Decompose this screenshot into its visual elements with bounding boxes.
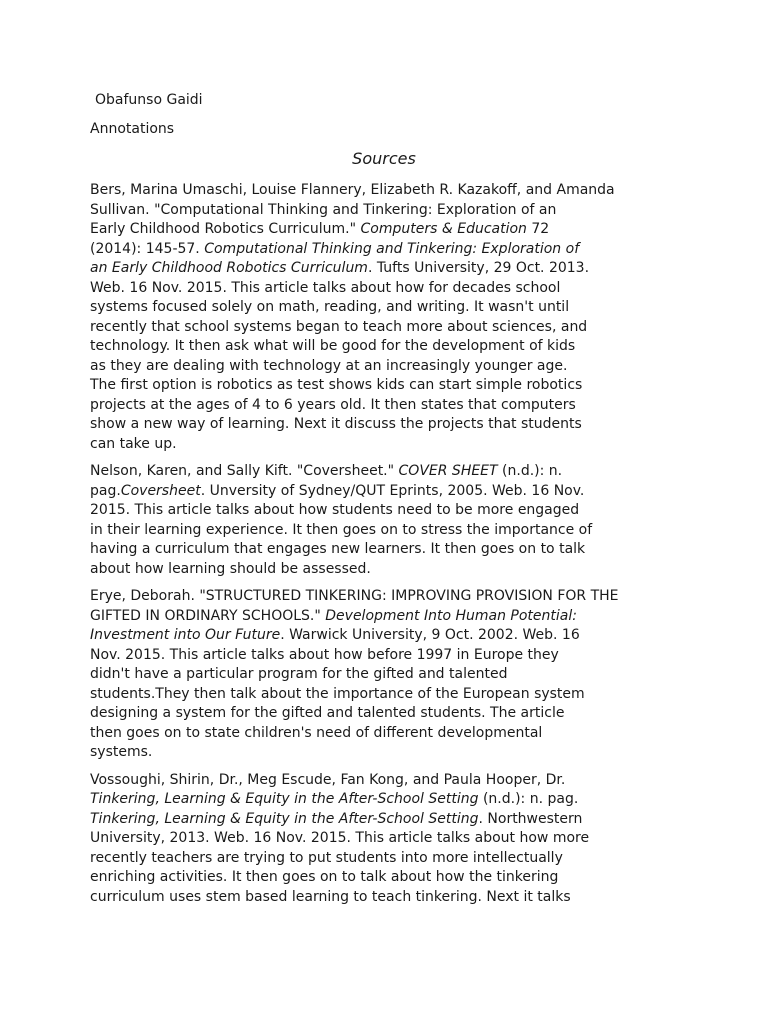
citation-text: recently that school systems began to teach more about sciences, and bbox=[90, 318, 588, 335]
citation-line bbox=[90, 415, 686, 435]
citation-title-text: Investment into Our Future bbox=[90, 627, 281, 643]
citation-line bbox=[90, 685, 686, 705]
citation-text: curriculum uses stem based learning to teach tinkering. Next it talks bbox=[90, 888, 571, 905]
citation-line bbox=[90, 810, 686, 830]
citation-text: Nelson, Karen, and Sally Kift. "Coversheet." bbox=[90, 463, 399, 479]
citation-text: designing a system for the gifted and talented students. The article bbox=[90, 705, 565, 721]
citation-title-text: Computers & Education bbox=[360, 221, 527, 237]
citation-line bbox=[90, 743, 686, 763]
citation-text: having a curriculum that engages new learners. It then goes on to talk bbox=[90, 541, 586, 557]
citation-title-text: Development Into Human Potential: bbox=[325, 607, 577, 624]
citation-title-text: Tinkering, Learning & Equity in the After-School Setting bbox=[90, 810, 479, 827]
citation-text: projects at the ages of 4 to 6 years old. It then states that computers bbox=[90, 396, 576, 413]
citation-line bbox=[90, 560, 686, 580]
citation-line bbox=[90, 181, 686, 201]
citation-line bbox=[90, 298, 686, 318]
citation-text: Bers, Marina Umaschi, Louise Flannery, Elizabeth R. Kazakoff, and Amanda bbox=[90, 182, 615, 198]
citation-text: as they are dealing with technology at an increasingly younger age. bbox=[90, 357, 568, 374]
citation-line bbox=[90, 790, 686, 810]
citation-text: show a new way of learning. Next it discuss the projects that students bbox=[90, 416, 582, 432]
citation-text: pag. bbox=[90, 482, 121, 499]
citation-text: 2015. This article talks about how students need to be more engaged bbox=[90, 502, 580, 518]
citation-line bbox=[90, 849, 686, 869]
citation-text: then goes on to state children's need of different developmental bbox=[90, 724, 543, 741]
citation-text: Early Childhood Robotics Curriculum." bbox=[90, 221, 361, 237]
citation-line bbox=[90, 435, 686, 455]
citation-text: Nov. 2015. This article talks about how before 1997 in Europe they bbox=[90, 646, 559, 663]
citation-title-text: Computational Thinking and Tinkering: Exploration of bbox=[204, 240, 580, 257]
citation-line bbox=[90, 704, 686, 724]
citation-text: . Unversity of Sydney/QUT Eprints, 2005. Web. 16 Nov. bbox=[200, 482, 585, 499]
citation-line bbox=[90, 240, 686, 260]
citation-text: The first option is robotics as test shows kids can start simple robotics bbox=[90, 377, 583, 393]
citation-entry bbox=[90, 181, 686, 454]
citation-text: . Northwestern bbox=[478, 810, 583, 827]
citation-line bbox=[90, 337, 686, 357]
citation-line bbox=[90, 521, 686, 541]
citation-entry bbox=[90, 587, 686, 763]
citation-text: GIFTED IN ORDINARY SCHOOLS." bbox=[90, 607, 326, 624]
citation-title-text: Tinkering, Learning & Equity in the After-School Setting bbox=[90, 791, 479, 807]
citation-line bbox=[90, 626, 686, 646]
sources-heading: Sources bbox=[352, 149, 416, 168]
citation-line bbox=[90, 501, 686, 521]
citation-title-text: COVER SHEET bbox=[398, 463, 498, 479]
citation-text: Erye, Deborah. "STRUCTURED TINKERING: IMPROVING PROVISION FOR THE bbox=[90, 588, 619, 604]
citation-text: Web. 16 Nov. 2015. This article talks about how for decades school bbox=[90, 279, 561, 296]
citation-list bbox=[90, 181, 686, 915]
citation-line bbox=[90, 220, 686, 240]
citation-line bbox=[90, 396, 686, 416]
citation-text: can take up. bbox=[90, 435, 177, 452]
citation-line bbox=[90, 462, 686, 482]
citation-text: about how learning should be assessed. bbox=[90, 560, 371, 577]
citation-line bbox=[90, 829, 686, 849]
citation-text: University, 2013. Web. 16 Nov. 2015. This article talks about how more bbox=[90, 830, 590, 846]
citation-line bbox=[90, 607, 686, 627]
citation-text: 72 bbox=[526, 221, 550, 237]
citation-text: systems. bbox=[90, 744, 153, 760]
citation-line bbox=[90, 724, 686, 744]
citation-text: didn't have a particular program for the gifted and talented bbox=[90, 666, 508, 682]
citation-text: recently teachers are trying to put students into more intellectually bbox=[90, 849, 563, 866]
citation-text: technology. It then ask what will be good for the development of kids bbox=[90, 338, 576, 354]
citation-line bbox=[90, 771, 686, 791]
citation-line bbox=[90, 279, 686, 299]
citation-text: (2014): 145-57. bbox=[90, 240, 205, 257]
citation-line bbox=[90, 201, 686, 221]
citation-entry bbox=[90, 462, 686, 579]
citation-text: systems focused solely on math, reading, and writing. It wasn't until bbox=[90, 299, 570, 315]
citation-line bbox=[90, 646, 686, 666]
citation-line bbox=[90, 868, 686, 888]
citation-text: (n.d.): n. bbox=[497, 463, 563, 479]
citation-entry bbox=[90, 771, 686, 908]
citation-text: Vossoughi, Shirin, Dr., Meg Escude, Fan Kong, and Paula Hooper, Dr. bbox=[90, 771, 566, 788]
citation-line bbox=[90, 259, 686, 279]
citation-line bbox=[90, 587, 686, 607]
citation-line bbox=[90, 482, 686, 502]
document-type-label: Annotations bbox=[90, 121, 175, 137]
citation-text: students.They then talk about the importance of the European system bbox=[90, 685, 585, 702]
citation-line bbox=[90, 665, 686, 685]
citation-text: (n.d.): n. pag. bbox=[478, 791, 579, 807]
citation-line bbox=[90, 376, 686, 396]
citation-text: Sullivan. "Computational Thinking and Tinkering: Exploration of an bbox=[90, 201, 557, 218]
citation-title-text: Coversheet bbox=[120, 482, 201, 499]
citation-title-text: an Early Childhood Robotics Curriculum bbox=[90, 260, 368, 276]
author-name: Obafunso Gaidi bbox=[95, 92, 203, 108]
citation-line bbox=[90, 318, 686, 338]
citation-text: . Tufts University, 29 Oct. 2013. bbox=[367, 260, 590, 276]
citation-text: in their learning experience. It then goes on to stress the importance of bbox=[90, 521, 593, 538]
citation-text: . Warwick University, 9 Oct. 2002. Web. 16 bbox=[280, 627, 580, 643]
citation-line bbox=[90, 888, 686, 908]
citation-line bbox=[90, 357, 686, 377]
citation-text: enriching activities. It then goes on to talk about how the tinkering bbox=[90, 869, 559, 885]
citation-line bbox=[90, 540, 686, 560]
